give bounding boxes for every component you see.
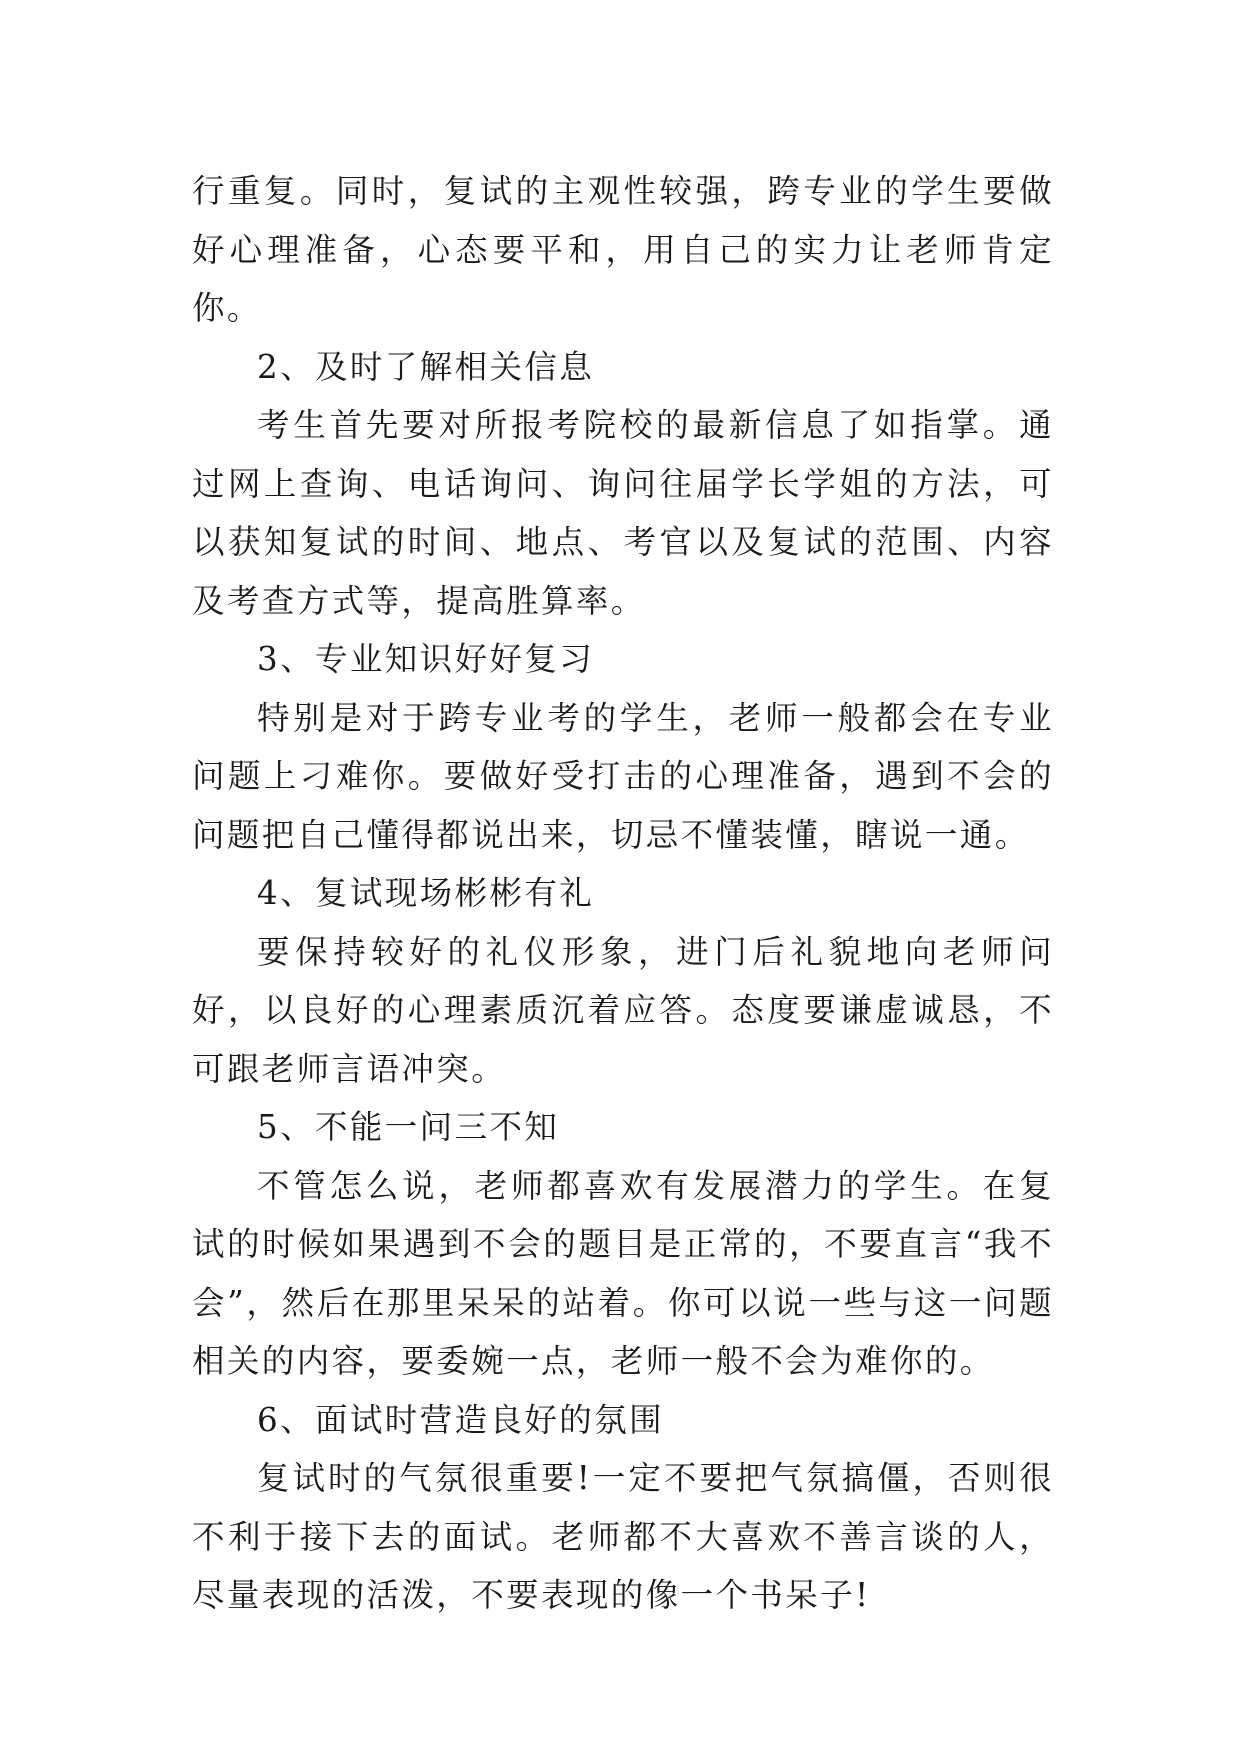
paragraph-section-2: 考生首先要对所报考院校的最新信息了如指掌。通过网上查询、电话询问、询问往届学长学姐的方法，可以获知复试的时间、地点、考官以及复试的范围、内容及考查方式等，提高胜算率。 <box>192 406 1054 620</box>
section-heading-4: 4、复试现场彬彬有礼 <box>257 874 595 912</box>
section-heading-2: 2、及时了解相关信息 <box>257 347 595 386</box>
paragraph-section-3: 特别是对于跨专业考的学生，老师一般都会在专业问题上刁难你。要做好受打击的心理准备，遇到不会的问题把自己懂得都说出来，切忌不懂装懂，瞎说一通。 <box>192 698 1054 854</box>
section-heading-6: 6、面试时营造良好的氛围 <box>257 1400 664 1439</box>
paragraph-section-6: 复试时的气氛很重要!一定不要把气氛搞僵，否则很不利于接下去的面试。老师都不大喜欢不善言谈的人，尽量表现的活泼，不要表现的像一个书呆子! <box>192 1459 1054 1614</box>
document-body <box>192 162 1054 1625</box>
section-heading-3: 3、专业知识好好复习 <box>257 640 595 678</box>
paragraph-section-5: 不管怎么说，老师都喜欢有发展潜力的学生。在复试的时候如果遇到不会的题目是正常的，不要直言“我不会”，然后在那里呆呆的站着。你可以说一些与这一问题相关的内容，要委婉一点，老师一般不会为难你的。 <box>192 1166 1054 1380</box>
paragraph-section-4: 要保持较好的礼仪形象，进门后礼貌地向老师问好，以良好的心理素质沉着应答。态度要谦虚诚恳，不可跟老师言语冲突。 <box>192 932 1054 1088</box>
paragraph-continuation: 行重复。同时，复试的主观性较强，跨专业的学生要做好心理准备，心态要平和，用自己的实力让老师肯定你。 <box>192 172 1054 327</box>
section-heading-5: 5、不能一问三不知 <box>257 1108 560 1146</box>
